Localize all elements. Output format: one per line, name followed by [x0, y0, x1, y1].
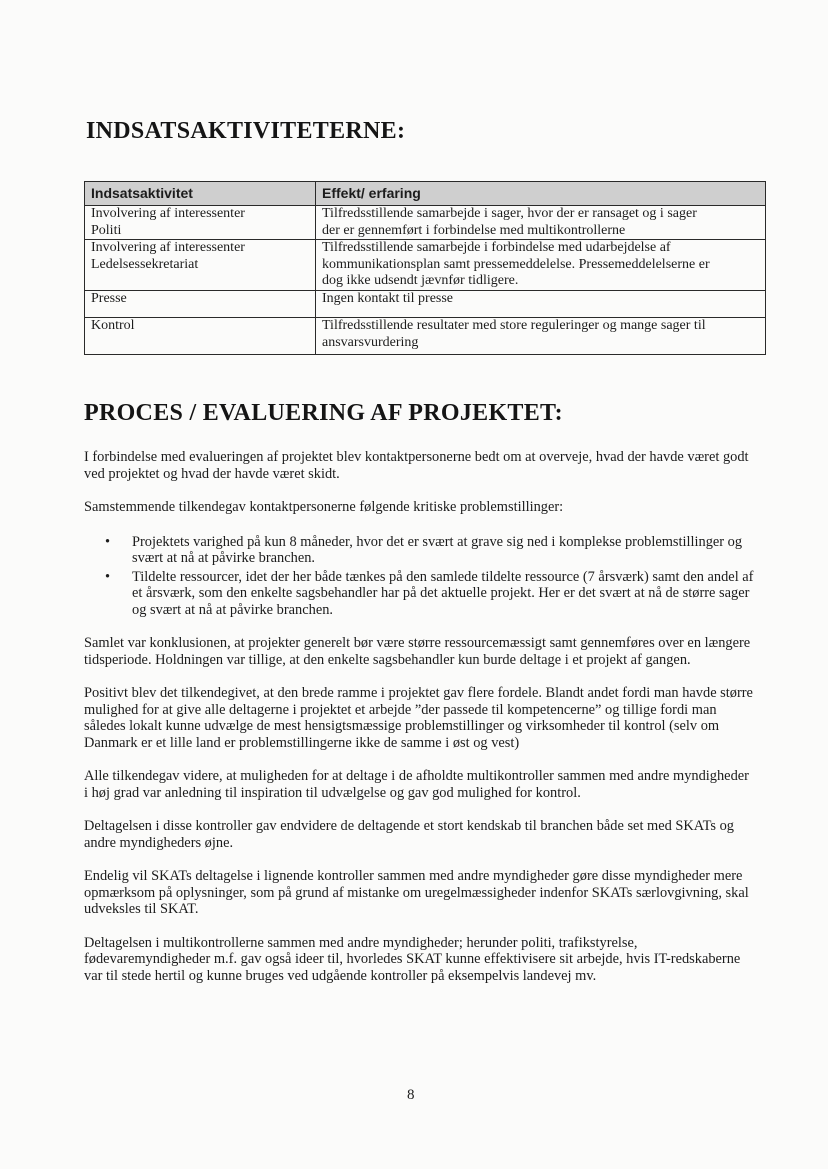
activity-cell: [85, 318, 316, 355]
cell-line: dog ikke udsendt jævnfør tidligere.: [322, 273, 519, 288]
body-text: [84, 449, 754, 1001]
paragraph: Samstemmende tilkendegav kontaktpersonerne følgende kritiske problemstillinger:: [84, 499, 564, 515]
list-item-text: Tildelte ressourcer, idet der her både tænkes på den samlede tildelte ressource (7 årsværk) samt den andel af et årsværk, som den enkelte sagsbehandler har på det aktuelle projekt. Her er det svært at nå de større sager og svært at nå at påvirke branchen.: [132, 568, 754, 618]
activity-cell: [85, 291, 316, 318]
cell-line: Ingen kontakt til presse: [322, 291, 454, 306]
column-header-activity: Indsatsaktivitet: [85, 182, 316, 206]
effect-cell: [316, 206, 766, 240]
bullet-icon: •: [105, 533, 111, 550]
cell-line: ansvarsvurdering: [322, 334, 419, 350]
table-row: [85, 206, 766, 240]
paragraph: Samlet var konklusionen, at projekter generelt bør være større ressourcemæssigt samt gennemføres over en længere tidsperiode. Holdningen var tillige, at den enkelte sagsbehandler kun burde deltage i et projekt af gangen.: [84, 635, 751, 668]
activity-cell: [85, 240, 316, 291]
cell-line: Politi: [91, 222, 122, 238]
section-heading-indsatsaktiviteterne: INDSATSAKTIVITETERNE:: [86, 118, 406, 144]
list-item: [84, 534, 754, 567]
paragraph: I forbindelse med evalueringen af projektet blev kontaktpersonerne bedt om at overveje, hvad der havde været godt ved projektet og hvad der havde været skidt.: [84, 449, 749, 482]
list-item: [84, 569, 754, 619]
table-row: [85, 318, 766, 355]
cell-line: Involvering af interessenter: [91, 240, 245, 255]
cell-line: Tilfredsstillende samarbejde i sager, hvor der er ransaget og i sager: [322, 206, 697, 221]
section-heading-proces-evaluering: PROCES / EVALUERING AF PROJEKTET:: [84, 400, 563, 426]
table-row: [85, 291, 766, 318]
cell-line: Tilfredsstillende samarbejde i forbindelse med udarbejdelse af: [322, 240, 671, 255]
paragraph: Positivt blev det tilkendegivet, at den brede ramme i projektet gav flere fordele. Blandt andet fordi man havde større mulighed for at give alle deltagerne i projektet et arbejde ”der passede til kompetencerne” og tillige fordi man således lokalt kunne udvælge de mest hensigtsmæssige problemstillinger og virksomheder til kontrol (selv om Danmark er et lille land er problemstillingerne ikke de samme i øst og vest): [84, 685, 753, 751]
paragraph: Alle tilkendegav videre, at muligheden for at deltage i de afholdte multikontroller sammen med andre myndigheder i høj grad var anledning til inspiration til udvælgelse og gav god mulighed for kontrol.: [84, 768, 749, 801]
page-number: 8: [407, 1087, 415, 1103]
activity-table: [84, 181, 766, 355]
bullet-icon: •: [105, 568, 111, 585]
activity-cell: [85, 206, 316, 240]
table-row: [85, 240, 766, 291]
table-header-row: [85, 182, 766, 206]
problem-list: [84, 534, 754, 619]
cell-line: kommunikationsplan samt pressemeddelelse. Pressemeddelelserne er: [322, 256, 710, 272]
cell-line: Kontrol: [91, 318, 135, 333]
paragraph: Deltagelsen i disse kontroller gav endvidere de deltagende et stort kendskab til branchen både set med SKATs og andre myndigheders øjne.: [84, 818, 734, 851]
effect-cell: [316, 318, 766, 355]
effect-cell: [316, 291, 766, 318]
cell-line: Presse: [91, 291, 127, 306]
cell-line: Involvering af interessenter: [91, 206, 245, 221]
effect-cell: [316, 240, 766, 291]
column-header-effect: Effekt/ erfaring: [316, 182, 766, 206]
cell-line: Tilfredsstillende resultater med store reguleringer og mange sager til: [322, 318, 706, 333]
cell-line: der er gennemført i forbindelse med multikontrollerne: [322, 222, 626, 238]
paragraph: Endelig vil SKATs deltagelse i lignende kontroller sammen med andre myndigheder gøre disse myndigheder mere opmærksom på oplysninger, som på grund af mistanke om uregelmæssigheder indenfor SKATs særlovgivning, skal udveksles til SKAT.: [84, 868, 749, 917]
cell-line: Ledelsessekretariat: [91, 256, 199, 272]
paragraph: Deltagelsen i multikontrollerne sammen med andre myndigheder; herunder politi, trafikstyrelse, fødevaremyndigheder m.f. gav også ideer til, hvorledes SKAT kunne effektivisere sit arbejde, hvis IT-redskaberne var til stede hertil og kunne bruges ved udgående kontroller på eksempelvis landevej mv.: [84, 934, 741, 984]
list-item-text: Projektets varighed på kun 8 måneder, hvor det er svært at grave sig ned i komplekse problemstillinger og svært at nå at påvirke branchen.: [132, 533, 743, 566]
